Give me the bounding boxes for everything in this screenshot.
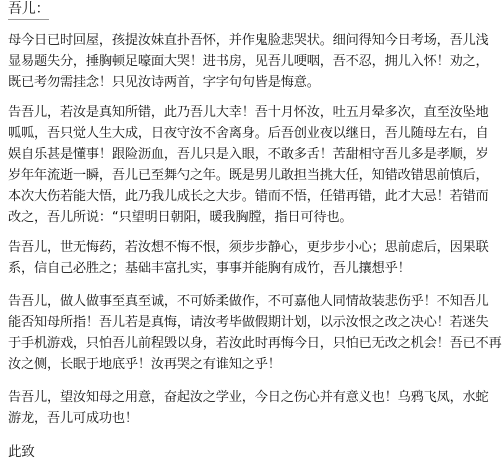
- paragraph-1-line-1: 母今日已时回屋，孩提汝妹直扑吾怀，并作鬼脸悲哭状。细问得知今日考场，吾儿浅: [8, 33, 489, 48]
- paragraph-2-line-1: 告吾儿，若汝是真知所错，此乃吾儿大幸！吾十月怀汝，吐五月晕多次，直至汝坠地: [8, 105, 489, 120]
- paragraph-4-line-1: 告吾儿，做人做事至真至诚，不可娇柔做作，不可嘉他人同情故装悲伤乎！不知吾儿: [8, 294, 489, 309]
- paragraph-5-line-1: 告吾儿，望汝知母之用意，奋起汝之学业，今日之伤心并有意义也！乌鸦飞凤，水蛇: [8, 390, 489, 405]
- closing: 此致: [8, 444, 35, 460]
- paragraph-4-line-2: 能否知母所指！吾儿若是真悔，请汝考毕做假期计划，以示汝恨之改之决心！若迷失: [8, 315, 489, 330]
- paragraph-5-line-2: 游龙，吾儿可成功也！: [8, 411, 138, 426]
- paragraph-1-line-2: 显易题失分，捶胸顿足嚎面大哭！进书房，见吾儿哽咽，吾不忍，拥儿入怀！劝之，: [8, 54, 489, 69]
- paragraph-2-line-2: 呱呱，吾只觉人生大成，日夜守汝不舍离身。后吾创业夜以继日，吾儿随母左右，自: [8, 126, 489, 141]
- paragraph-3-line-1: 告吾儿，世无悔药，若汝想不悔不恨，须步步静心，更步步小心；思前虑后，因果联: [8, 240, 489, 255]
- paragraph-2-line-3: 娱自乐甚是懂事！跟险沥血，吾儿只是入眼，不敢多舌！苦甜相守吾儿多是孝顺，岁: [8, 147, 489, 162]
- paragraph-4-line-3: 于手机游戏，只怕吾儿前程毁以身，若汝此时再悔今日，只怕已无改之机会！吾已不再: [8, 336, 502, 351]
- paragraph-2-line-5: 本次大伤若能大悟，此乃我儿成长之大步。错而不悟，任错再错，此才大忌！若错而: [8, 189, 489, 204]
- paragraph-3-line-2: 系，信自己必胜之；基础丰富扎实，事事并能胸有成竹，吾儿攘想乎！: [8, 261, 411, 276]
- paragraph-4-line-4: 汝之侧，长眠于地底乎！汝再哭之有谁知之乎！: [8, 357, 281, 372]
- salutation: 吾儿：: [8, 0, 49, 20]
- paragraph-2-line-6: 改之，吾儿所说：“只望明日朝阳，暖我胸膛，指日可待也。: [8, 210, 353, 225]
- paragraph-1-line-3: 既已考勿需挂念！只见汝诗两首，字字句句皆是悔意。: [8, 75, 320, 90]
- paragraph-2-line-4: 岁年年流逝一瞬，吾儿已至舞勺之年。既是男儿敢担当挑大任，知错改错思前慎后，: [8, 168, 489, 183]
